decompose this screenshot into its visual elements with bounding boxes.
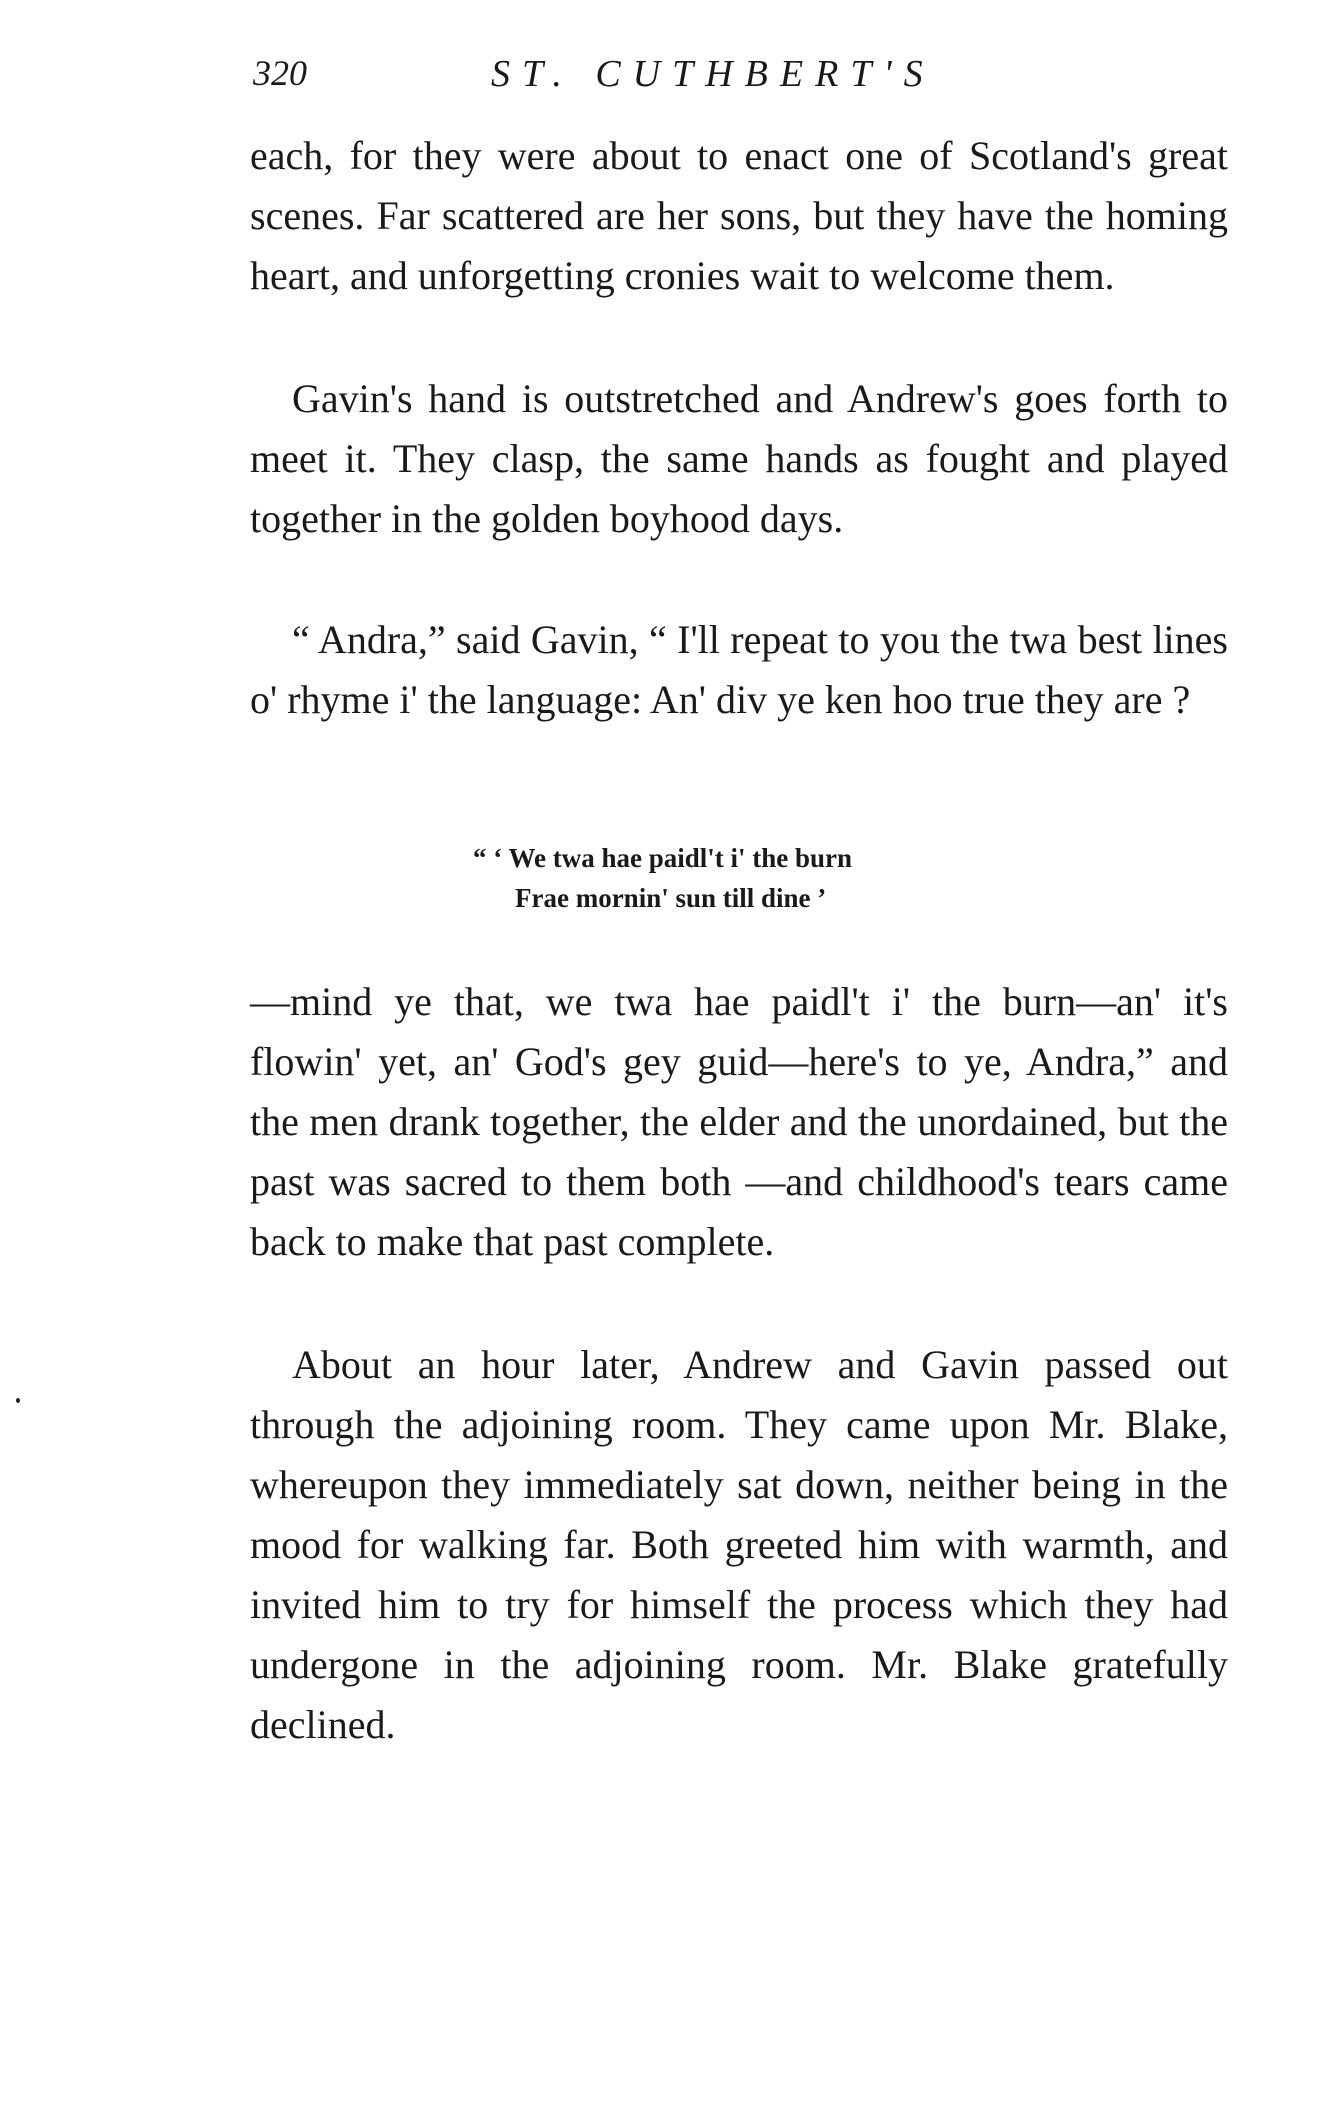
verse-line-2: Frae mornin' sun till dine ’ [515, 883, 827, 913]
paragraph-mr-blake [250, 1335, 1228, 1755]
page-number: 320 [253, 53, 307, 93]
verse-line-1: “ ‘ We twa hae paidl't i' the burn [473, 843, 853, 873]
paragraph-mind-ye [250, 972, 1228, 1272]
margin-speck [16, 1398, 20, 1403]
paragraph-text: “ Andra,” said Gavin, “ I'll repeat to you the twa best lines o' rhyme i' the language: An' div ye ken hoo true they are ? [250, 617, 1228, 722]
paragraph-text: About an hour later, Andrew and Gavin passed out through the adjoining room. They came upon Mr. Blake, whereupon they immediately sat down, neither being in the mood for walking far. Both greeted him with warmth, and invited him to try for himself the process which they had undergone in the adjoining room. Mr. Blake gratefully declined. [250, 1342, 1228, 1747]
paragraph-gavin-hand [250, 369, 1228, 549]
paragraph-continuation [250, 126, 1228, 306]
page-header [253, 52, 1253, 112]
running-title: ST. CUTHBERT'S [491, 53, 935, 95]
paragraph-andra-dialogue [250, 610, 1228, 730]
paragraph-text: —mind ye that, we twa hae paidl't i' the burn—an' it's flowin' yet, an' God's gey guid—here's to ye, Andra,” and the men drank together, the elder and the unordained, but the past was sacred to them both —and childhood's tears came back to make that past complete. [250, 979, 1228, 1264]
paragraph-text: each, for they were about to enact one of Scotland's great scenes. Far scattered are her sons, but they have the homing heart, and unforgetting cronies wait to welcome them. [250, 133, 1228, 298]
paragraph-text: Gavin's hand is outstretched and Andrew's goes forth to meet it. They clasp, the same hands as fought and played together in the golden boyhood days. [250, 376, 1228, 541]
verse-quotation [473, 838, 1073, 918]
